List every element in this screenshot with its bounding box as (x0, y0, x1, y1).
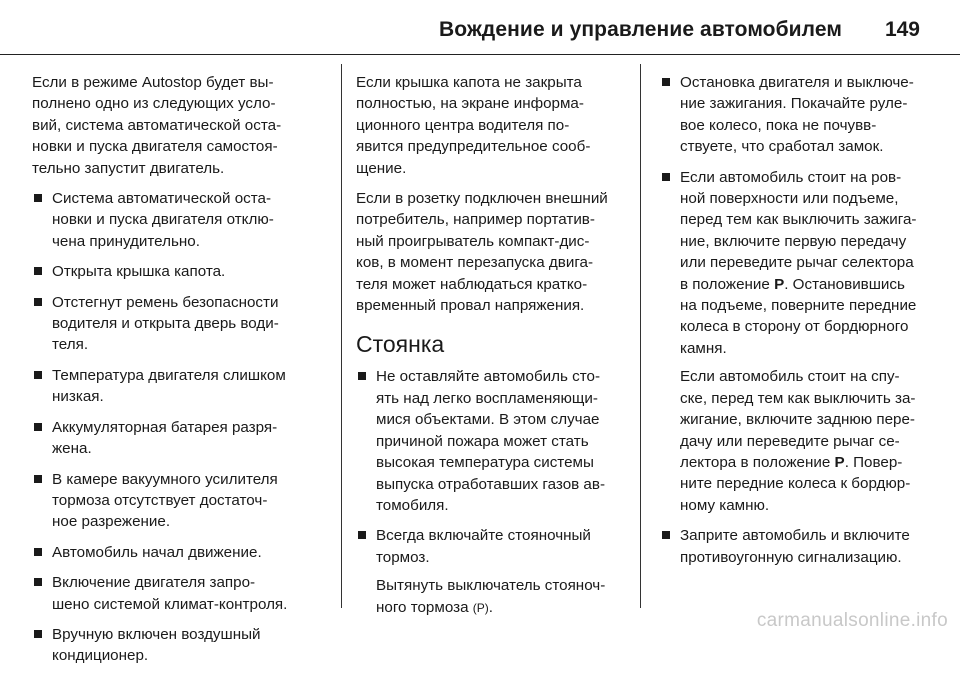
bullet-square-icon (34, 423, 42, 431)
bullet-square-icon (34, 371, 42, 379)
bullet-square-icon (358, 372, 366, 380)
list-item: Включение двигателя запро- шено системой климат-контроля. (32, 572, 332, 615)
list-item-text: Всегда включайте стояночный тормоз. (376, 527, 591, 566)
list-item (660, 167, 930, 517)
list-item-subtext: Если автомобиль стоит на спу- ске, перед тем как выключить за- жигание, включите заднюю пере- дачу или переведите рычаг се- лектора в положение P. Повер- ните передние колеса к бордюр- ному камню. (680, 368, 916, 514)
bullet-square-icon (34, 475, 42, 483)
bullet-square-icon (34, 630, 42, 638)
list-item (356, 525, 636, 619)
list-item: Открыта крышка капота. (32, 261, 332, 282)
page-title: Вождение и управление автомобилем (439, 18, 842, 41)
bullet-square-icon (662, 78, 670, 86)
parking-list-continued (660, 72, 930, 568)
parking-list (356, 366, 636, 618)
list-item: Автомобиль начал движение. (32, 542, 332, 563)
section-heading-parking: Стоянка (356, 331, 445, 358)
list-item: Заприте автомобиль и включите противоугонную сигнализацию. (660, 525, 930, 568)
column-2 (356, 72, 636, 628)
column-3 (660, 72, 930, 577)
column-divider-1 (341, 64, 342, 608)
page-header (0, 0, 960, 54)
column-divider-2 (640, 64, 641, 608)
list-item: В камере вакуумного усилителя тормоза отсутствует достаточ- ное разрежение. (32, 469, 332, 533)
hood-warning-paragraph: Если крышка капота не закрыта полностью, на экране информа- ционного центра водителя по- явится предупредительное сооб- щение. (356, 74, 591, 177)
parking-brake-icon: (P) (472, 600, 489, 615)
column-1 (32, 72, 332, 676)
list-item: Температура двигателя слишком низкая. (32, 365, 332, 408)
bullet-square-icon (662, 173, 670, 181)
watermark: carmanualsonline.info (756, 610, 948, 631)
voltage-drop-paragraph: Если в розетку подключен внешний потребитель, например портатив- ный проигрыватель компакт-дис- ков, в момент перезапуска двига- теля может наблюдаться кратко- временный провал напряжения. (356, 190, 608, 315)
header-rule (0, 54, 960, 55)
restart-conditions-list (32, 188, 332, 667)
list-item-text: Если автомобиль стоит на ров- ной поверхности или подъеме, перед тем как выключить зажига- ние, включите первую передачу или переведите рычаг селектора в положение P. Остановившись на подъеме, поверните передние колеса в сторону от бордюрного камня. (680, 168, 917, 357)
intro-paragraph: Если в режиме Autostop будет вы- полнено одно из следующих усло- вий, система автоматической оста- новки и пуска двигателя самостоя- тельно запустит двигатель. (32, 74, 282, 177)
list-item: Система автоматической оста- новки и пуска двигателя отклю- чена принудительно. (32, 188, 332, 252)
page-number: 149 (884, 18, 920, 41)
list-item: Вручную включен воздушный кондиционер. (32, 624, 332, 667)
list-item: Отстегнут ремень безопасности водителя и открыта дверь води- теля. (32, 292, 332, 356)
list-item-subtext: Вытянуть выключатель стояноч- ного тормоза (P). (376, 577, 606, 616)
list-item: Аккумуляторная батарея разря- жена. (32, 417, 332, 460)
bullet-square-icon (34, 548, 42, 556)
bullet-square-icon (662, 531, 670, 539)
list-item: Остановка двигателя и выключе- ние зажигания. Покачайте руле- вое колесо, пока не почувв- ствуете, что сработал замок. (660, 72, 930, 158)
bullet-square-icon (34, 298, 42, 306)
bullet-square-icon (34, 578, 42, 586)
list-item: Не оставляйте автомобиль сто- ять над легко воспламеняющи- мися объектами. В этом случае причиной пожара может стать высокая температура системы выпуска отработавших газов ав- томобиля. (356, 366, 636, 516)
bullet-square-icon (34, 267, 42, 275)
bullet-square-icon (358, 531, 366, 539)
bullet-square-icon (34, 194, 42, 202)
